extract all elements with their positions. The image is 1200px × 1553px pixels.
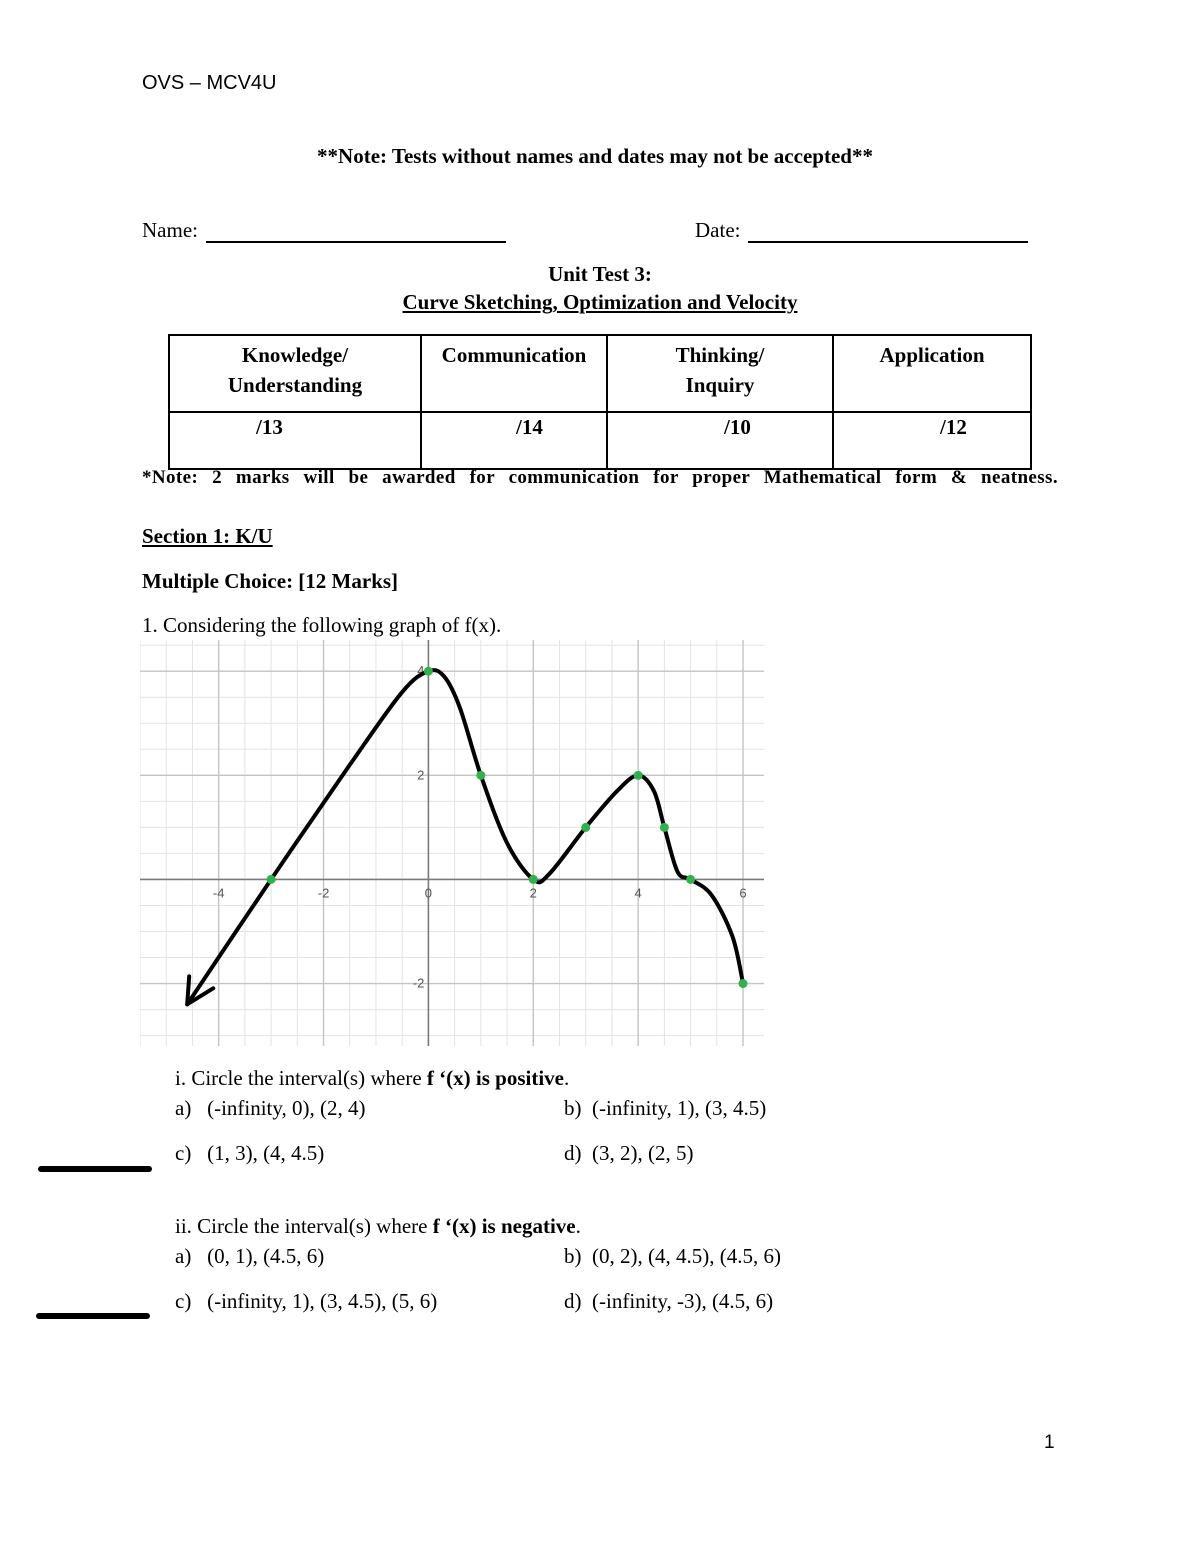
marks-value-ku: /13: [169, 412, 421, 469]
x-tick-label: 6: [739, 885, 747, 901]
question-1-part-ii: ii. Circle the interval(s) where f ‘(x) is negative.: [175, 1214, 581, 1238]
function-graph: [140, 640, 764, 1046]
date-label: Date:: [695, 218, 741, 242]
question-1-part-i: i. Circle the interval(s) where f ‘(x) is positive.: [175, 1066, 570, 1090]
marks-value-thinking: /10: [607, 412, 833, 469]
name-field: [142, 218, 506, 243]
test-subtitle: Curve Sketching, Optimization and Velocity: [402, 290, 798, 314]
marked-point: [267, 875, 276, 884]
part-ii-option-c[interactable]: c) (-infinity, 1), (3, 4.5), (5, 6): [175, 1289, 438, 1313]
name-label: Name:: [142, 218, 198, 242]
marked-point: [634, 771, 643, 780]
test-title: Unit Test 3:: [548, 262, 652, 286]
arrow-icon: [187, 976, 213, 1004]
answer-line-part-ii[interactable]: [36, 1313, 150, 1319]
marked-point: [686, 875, 695, 884]
f-curve: [187, 670, 743, 1004]
part-ii-option-d[interactable]: d) (-infinity, -3), (4.5, 6): [564, 1289, 774, 1313]
marked-point: [529, 875, 538, 884]
y-tick-label: 4: [417, 663, 425, 679]
date-blank[interactable]: [748, 223, 1028, 243]
y-tick-label: -2: [412, 975, 425, 991]
marks-value-application: /12: [833, 412, 1031, 469]
name-blank[interactable]: [206, 223, 506, 243]
marks-table: [168, 334, 1032, 470]
part-ii-option-b[interactable]: b) (0, 2), (4, 4.5), (4.5, 6): [564, 1244, 781, 1268]
marks-value-communication: /14: [421, 412, 607, 469]
x-tick-label: 2: [529, 885, 537, 901]
part-i-option-a[interactable]: a) (-infinity, 0), (2, 4): [175, 1096, 366, 1120]
marks-header-thinking: Thinking/ Inquiry: [607, 335, 833, 412]
multiple-choice-title: Multiple Choice: [12 Marks]: [142, 569, 399, 593]
x-tick-label: -2: [317, 885, 330, 901]
marks-header-application: Application: [833, 335, 1031, 412]
part-i-option-c[interactable]: c) (1, 3), (4, 4.5): [175, 1141, 325, 1165]
date-field: [695, 218, 1028, 243]
marked-point: [424, 667, 433, 676]
marked-point: [476, 771, 485, 780]
communication-note: *Note: 2 marks will be awarded for communication for proper Mathematical form & neatness.: [142, 467, 1058, 488]
marked-point: [660, 823, 669, 832]
page-number: 1: [1044, 1432, 1055, 1453]
marked-point: [581, 823, 590, 832]
x-tick-label: 4: [634, 885, 642, 901]
top-note: **Note: Tests without names and dates may not be accepted**: [317, 144, 873, 168]
marked-point: [739, 979, 748, 988]
marks-header-ku: Knowledge/ Understanding: [169, 335, 421, 412]
answer-line-part-i[interactable]: [38, 1166, 152, 1172]
course-code: OVS – MCV4U: [142, 72, 277, 94]
section-title: Section 1: K/U: [142, 524, 273, 548]
marks-header-communication: Communication: [421, 335, 607, 412]
part-i-option-b[interactable]: b) (-infinity, 1), (3, 4.5): [564, 1096, 767, 1120]
part-i-option-d[interactable]: d) (3, 2), (2, 5): [564, 1141, 694, 1165]
x-tick-label: -4: [212, 885, 225, 901]
y-tick-label: 2: [417, 767, 425, 783]
x-tick-label: 0: [424, 885, 433, 901]
question-1-stem: 1. Considering the following graph of f(x).: [142, 613, 502, 637]
part-ii-option-a[interactable]: a) (0, 1), (4.5, 6): [175, 1244, 325, 1268]
